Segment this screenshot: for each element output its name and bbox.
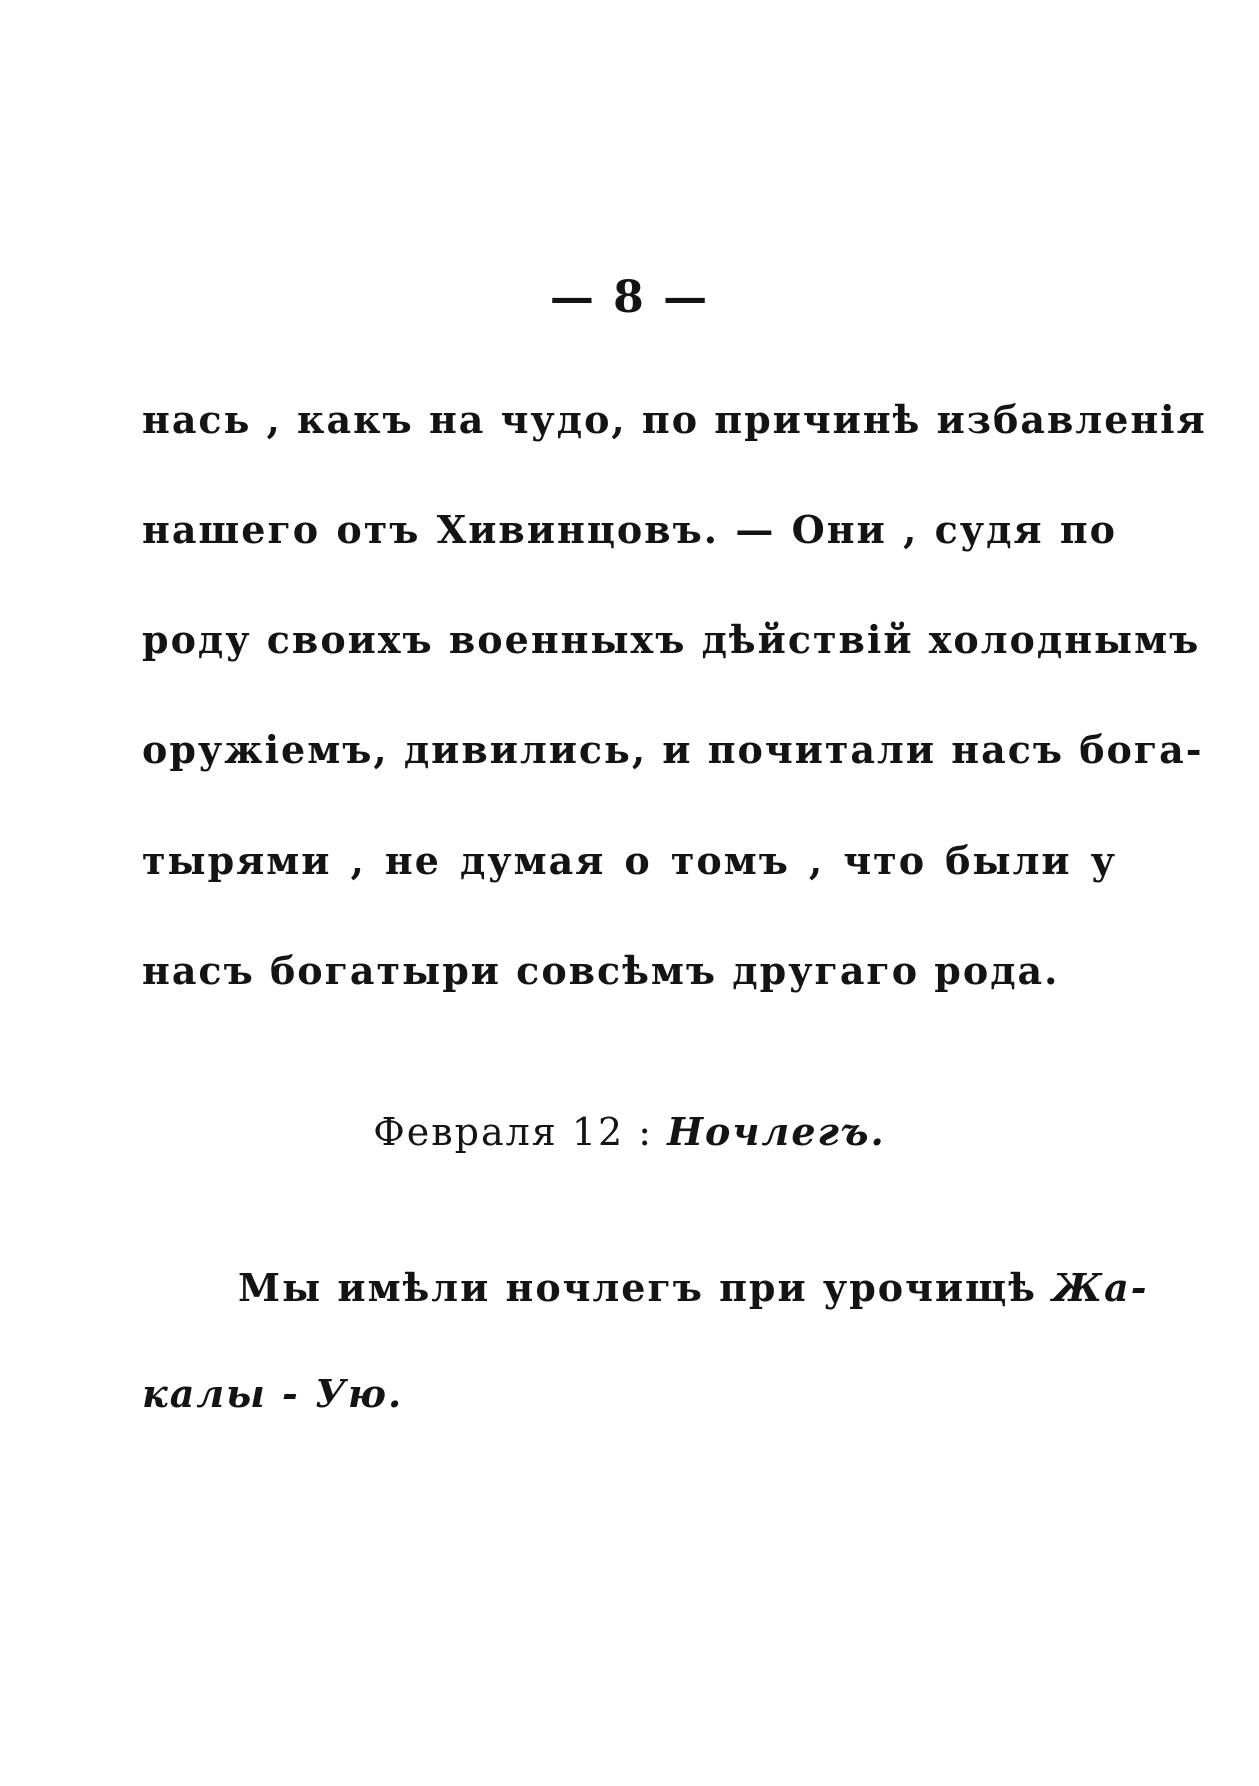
date-label: Февраля 12 :	[373, 1110, 668, 1154]
text-line-2: нашего отъ Хивинцовъ. — Они , судя по	[142, 507, 1117, 552]
paragraph2-line-2	[142, 1366, 742, 1422]
text-line-6: насъ богатыри совсѣмъ другаго рода.	[142, 948, 1060, 993]
text-line-1: нась , какъ на чудо, по причинѣ избавленія	[142, 397, 1207, 442]
paragraph2-place-start: Жа-	[1052, 1265, 1149, 1310]
text-line-5: тырями , не думая о томъ , что были у	[142, 838, 1117, 883]
paragraph2-place-end: калы - Ую.	[142, 1371, 404, 1416]
paragraph2-line-1	[238, 1260, 1149, 1316]
text-line-4: оружіемъ, дивились, и почитали насъ бога-	[142, 727, 1204, 772]
text-line-3: роду своихъ военныхъ дѣйствій холоднымъ	[142, 617, 1201, 662]
place-label: Ночлегъ.	[667, 1109, 886, 1154]
paragraph2-text: Мы имѣли ночлегъ при урочищѣ	[238, 1265, 1053, 1310]
page-number: — 8 —	[549, 272, 710, 323]
date-heading	[0, 1104, 1259, 1160]
